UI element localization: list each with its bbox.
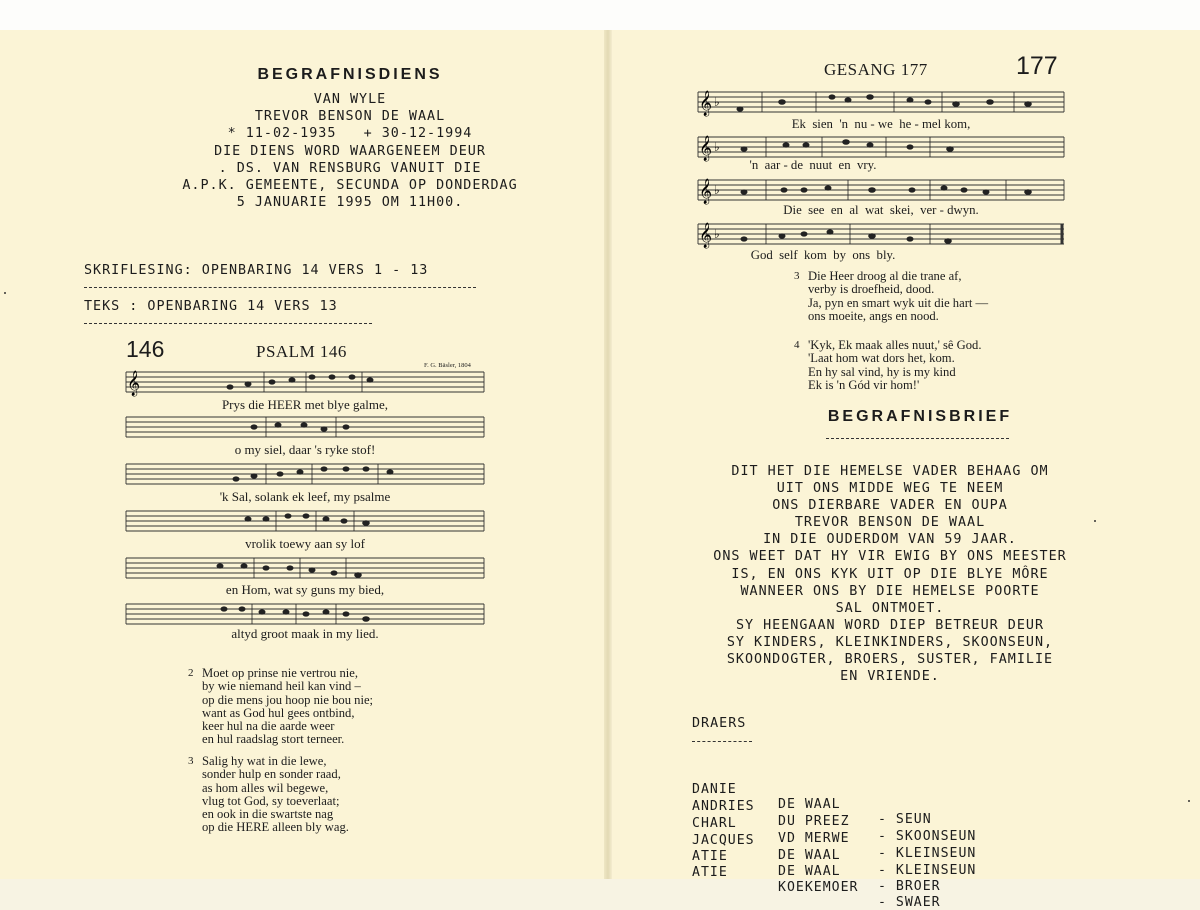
- psalm-lyric-line: altyd groot maak in my lied.: [231, 626, 379, 641]
- bearer-relation: - SEUN: [878, 812, 932, 827]
- psalm-staff-3: [126, 460, 484, 488]
- gesang-staff-1: [698, 88, 1064, 116]
- brief-body: [660, 463, 1120, 685]
- psalm-lyric-line: Prys die HEER met blye galme,: [221, 397, 389, 412]
- service-line: 5 JANUARIE 1995 OM 11H00.: [236, 195, 464, 211]
- scan-speck: [4, 292, 6, 294]
- verse-line: Ek is 'n Gód vir hom!': [808, 377, 920, 392]
- bearer-first-name: CHARL: [692, 816, 737, 831]
- verse-line: by wie niemand heil kan vind –: [202, 679, 361, 694]
- brief-title: BEGRAFNISBRIEF: [827, 408, 1013, 425]
- verse-number: 3: [188, 755, 194, 767]
- service-line: A.P.K. GEMEENTE, SECUNDA OP DONDERDAG: [182, 178, 518, 194]
- treble-clef-icon: 𝄞: [699, 136, 713, 161]
- gesang-number: 177: [1016, 52, 1058, 80]
- psalm-staff-6: [126, 600, 484, 628]
- brief-line: ONS WEET DAT HY VIR EWIG BY ONS MEESTER: [713, 549, 1067, 565]
- psalm-number: 146: [126, 336, 165, 362]
- bearer-surname: DE WAAL: [778, 797, 841, 812]
- gesang-lyric-line: 'n aar - de nuut en vry.: [749, 158, 877, 172]
- gesang-title: GESANG 177: [824, 60, 928, 79]
- brief-line: IN DIE OUDERDOM VAN 59 JAAR.: [763, 532, 1017, 548]
- psalm-staff-2: [126, 413, 484, 441]
- gesang-staff-2: [698, 133, 1064, 161]
- brief-line: SAL ONTMOET.: [835, 600, 945, 616]
- flat-icon: ♭: [714, 183, 720, 197]
- bearer-relation: - BROER: [878, 879, 941, 894]
- psalm-lyric-line: en Hom, wat sy guns my bied,: [225, 582, 385, 597]
- verse-number: 3: [794, 270, 800, 282]
- verse-line: en ook in die swartste nag: [202, 807, 334, 822]
- verse-line: Moet op prinse nie vertrou nie,: [202, 666, 358, 680]
- verse-line: keer hul na die aarde weer: [202, 719, 335, 734]
- psalm-title: PSALM 146: [256, 342, 347, 361]
- bearer-first-name: ATIE: [692, 849, 728, 864]
- treble-clef-icon: 𝄞: [127, 371, 141, 396]
- bearer-surname: KOEKEMOER: [778, 880, 859, 895]
- scan-speck: [1188, 800, 1190, 802]
- psalm-lyric-line: o my siel, daar 's ryke stof!: [234, 442, 376, 457]
- verse-number: 2: [188, 667, 194, 679]
- flat-icon: ♭: [714, 140, 720, 154]
- psalm-composer: F. G. Bäsler, 1804: [424, 362, 471, 369]
- bearer-first-name: ATIE: [692, 865, 728, 880]
- treble-clef-icon: 𝄞: [699, 223, 713, 248]
- verse-line: Die Heer droog al die trane af,: [808, 269, 962, 283]
- bearer-relation: - SKOONSEUN: [878, 829, 977, 844]
- verse-line: Salig hy wat in die lewe,: [202, 754, 327, 768]
- scripture-underline: [84, 287, 476, 288]
- verse-line: en hul raadslag stort terneer.: [202, 732, 345, 747]
- psalm-lyric-line: vrolik toewy aan sy lof: [245, 536, 365, 551]
- gesang-verse-4: [794, 338, 982, 392]
- bearer-first-name: JACQUES: [692, 833, 755, 848]
- service-line: . DS. VAN RENSBURG VANUIT DIE: [218, 160, 482, 176]
- verse-line: ons moeite, angs en nood.: [808, 308, 939, 323]
- verse-line: op die HERE alleen bly wag.: [202, 820, 349, 835]
- text-underline: [84, 323, 372, 324]
- verse-line: as hom alles wil begewe,: [202, 780, 329, 795]
- bearer-relation: - KLEINSEUN: [878, 846, 977, 861]
- bearer-relation: - KLEINSEUN: [878, 863, 977, 878]
- treble-clef-icon: 𝄞: [699, 179, 713, 204]
- service-line: VAN WYLE: [313, 92, 387, 107]
- verse-line: want as God hul gees ontbind,: [202, 705, 355, 720]
- flat-icon: ♭: [714, 95, 720, 109]
- page-fold: [604, 30, 612, 879]
- bearer-surname: DE WAAL: [778, 848, 841, 863]
- sermon-text: TEKS : OPENBARING 14 VERS 13: [84, 299, 338, 314]
- service-title: BEGRAFNISDIENS: [257, 66, 443, 83]
- brief-line: SY KINDERS, KLEINKINDERS, SKOONSEUN,: [726, 634, 1054, 650]
- brief-line: UIT ONS MIDDE WEG TE NEEM: [776, 481, 1004, 497]
- verse-line: 'Laat hom wat dors het, kom.: [808, 351, 955, 366]
- psalm-verse-3: [188, 754, 349, 835]
- service-details: [100, 91, 600, 211]
- brief-line: DIT HET DIE HEMELSE VADER BEHAAG OM: [731, 464, 1049, 479]
- brief-line: SY HEENGAAN WORD DIEP BETREUR DEUR: [735, 617, 1045, 633]
- verse-line: verby is droefheid, dood.: [808, 282, 935, 297]
- service-line: DIE DIENS WORD WAARGENEEM DEUR: [214, 143, 486, 159]
- bearer-relation: - SWAER: [878, 895, 941, 910]
- bearer-surname: DE WAAL: [778, 864, 841, 879]
- bearer-surname: DU PREEZ: [778, 814, 850, 829]
- psalm-staff-1: [126, 368, 484, 396]
- verse-line: sonder hulp en sonder raad,: [202, 767, 341, 782]
- bearer-first-name: DANIE: [692, 782, 737, 797]
- gesang-staff-3: [698, 176, 1064, 204]
- brief-line: IS, EN ONS KYK UIT OP DIE BLYE MÔRE: [731, 566, 1049, 582]
- psalm-staff-5: [126, 554, 484, 582]
- bearers-underline: [692, 741, 752, 742]
- bearers-title: DRAERS: [692, 716, 747, 731]
- psalm-verse-2: [188, 666, 374, 747]
- scan-speck: [1094, 520, 1096, 522]
- service-line: TREVOR BENSON DE WAAL: [254, 109, 446, 125]
- bearer-surname: VD MERWE: [778, 831, 850, 846]
- brief-line: SKOONDOGTER, BROERS, SUSTER, FAMILIE: [726, 652, 1054, 668]
- verse-line: op die mens jou hoop nie bou nie;: [202, 692, 374, 707]
- verse-line: 'Kyk, Ek maak alles nuut,' sê God.: [808, 338, 982, 352]
- brief-underline: [826, 438, 1009, 439]
- bearer-first-name: ANDRIES: [692, 799, 755, 814]
- scripture-reading: SKRIFLESING: OPENBARING 14 VERS 1 - 13: [84, 263, 429, 278]
- flat-icon: ♭: [714, 227, 720, 241]
- psalm-staff-4: [126, 507, 484, 535]
- gesang-lyric-line: Die see en al wat skei, ver - dwyn.: [783, 203, 979, 217]
- verse-line: En hy sal vind, hy is my kind: [808, 364, 956, 379]
- psalm-lyric-line: 'k Sal, solank ek leef, my psalme: [219, 489, 391, 504]
- verse-line: Ja, pyn en smart wyk uit die hart —: [808, 295, 989, 310]
- verse-number: 4: [794, 339, 800, 351]
- brief-line: WANNEER ONS BY DIE HEMELSE POORTE: [740, 583, 1040, 599]
- gesang-staff-4: [698, 220, 1064, 248]
- brief-line: TREVOR BENSON DE WAAL: [794, 515, 986, 531]
- scan-top-margin: [0, 0, 1200, 30]
- gesang-lyric-line: Ek sien 'n nu - we he - mel kom,: [791, 117, 971, 131]
- treble-clef-icon: 𝄞: [699, 91, 713, 116]
- brief-line: ONS DIERBARE VADER EN OUPA: [772, 498, 1008, 514]
- gesang-lyric-line: God self kom by ons bly.: [750, 248, 896, 262]
- gesang-verse-3: [794, 269, 989, 323]
- verse-line: vlug tot God, sy toeverlaat;: [202, 793, 340, 808]
- service-line: * 11-02-1935 + 30-12-1994: [227, 126, 473, 142]
- brief-line: EN VRIENDE.: [840, 669, 940, 685]
